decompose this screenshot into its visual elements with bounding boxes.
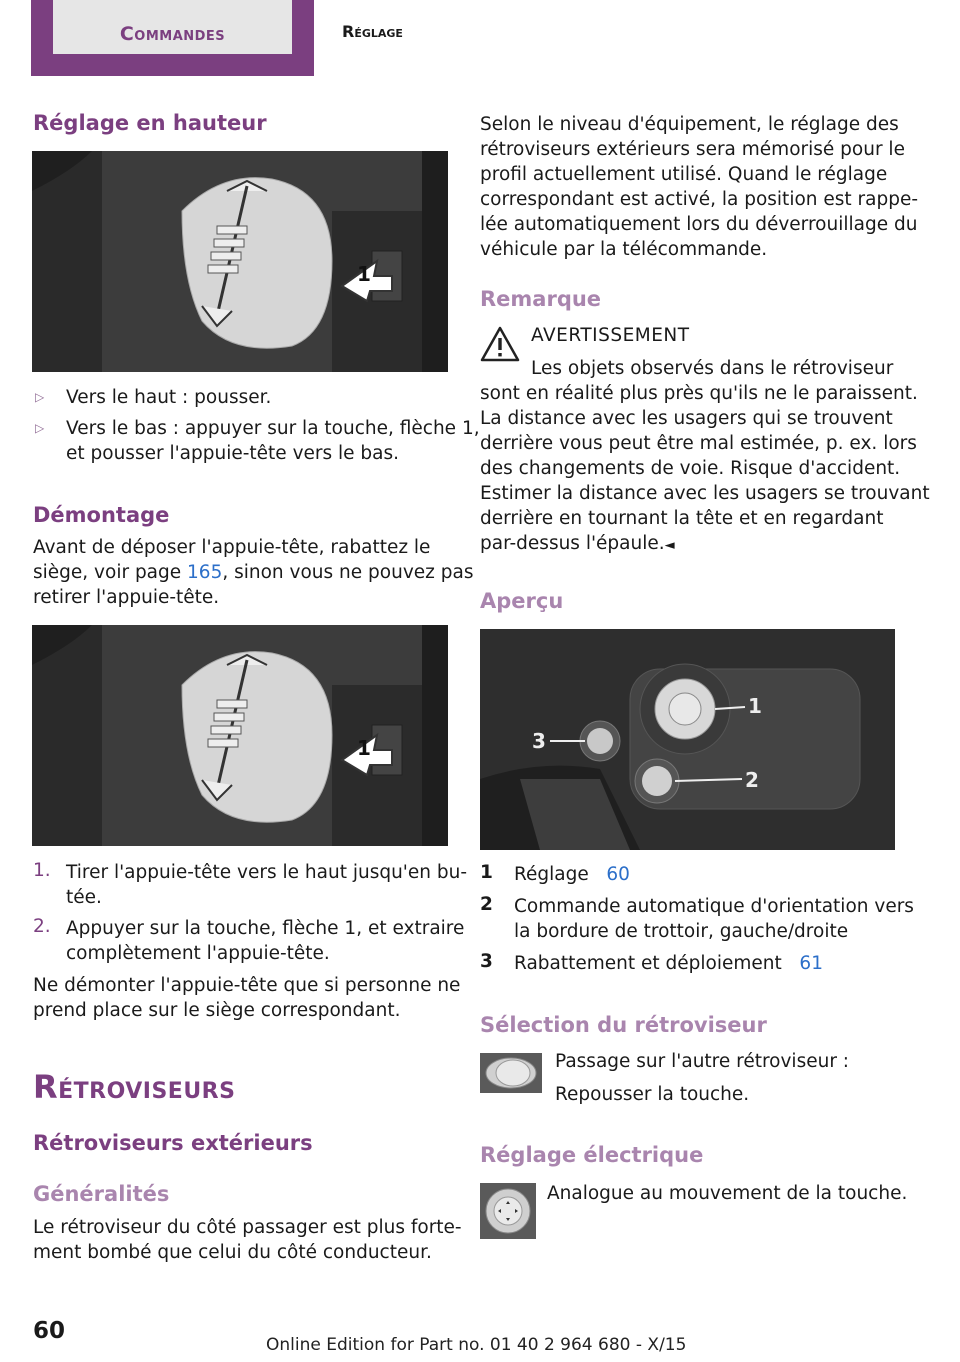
headrest-photo-1 bbox=[32, 151, 448, 372]
demontage-text-1: Avant de déposer l'appuie-tête, rabattez le bbox=[33, 537, 431, 558]
step-2-text: Appuyer sur la touche, flèche 1, et extraire bbox=[66, 918, 465, 939]
photo-label-1: 1 bbox=[357, 262, 371, 286]
heading-retroviseurs: Rétroviseurs bbox=[33, 1068, 236, 1106]
heading-selection-retroviseur: Sélection du rétroviseur bbox=[480, 1013, 767, 1037]
legend-2-text: Commande automatique d'orientation vers bbox=[514, 896, 914, 917]
warning-text-2: sont en réalité plus près qu'ils ne le paraissent. bbox=[480, 383, 918, 404]
memo-text-4: correspondant est activé, la position est rappe- bbox=[480, 189, 919, 210]
warning-text-1: Les objets observés dans le rétroviseur bbox=[531, 358, 894, 379]
bullet-icon: ▷ bbox=[35, 390, 45, 404]
legend-3-text: Rabattement et déploiement 61 bbox=[514, 953, 823, 974]
warning-text-3: La distance avec les usagers qui se trouvent bbox=[480, 408, 893, 429]
section-tab[interactable]: Réglage bbox=[342, 22, 403, 41]
chapter-tab[interactable] bbox=[31, 0, 314, 76]
memo-text-1: Selon le niveau d'équipement, le réglage des bbox=[480, 114, 899, 135]
bullet-down-cont: et pousser l'appuie-tête vers le bas. bbox=[66, 443, 400, 464]
step-1-text-cont: tée. bbox=[66, 887, 102, 908]
heading-retroviseurs-exterieurs: Rétroviseurs extérieurs bbox=[33, 1131, 313, 1155]
step-1-text: Tirer l'appuie-tête vers le haut jusqu'en bu- bbox=[66, 862, 468, 883]
selection-text-1: Passage sur l'autre rétroviseur : bbox=[555, 1051, 850, 1072]
warning-text-8: par-dessus l'épaule.◄ bbox=[480, 533, 675, 554]
legend-2-text-cont: la bordure de trottoir, gauche/droite bbox=[514, 921, 849, 942]
edition-footer: Online Edition for Part no. 01 40 2 964 680 - X/15 bbox=[266, 1335, 687, 1355]
demontage-text-2: siège, voir page 165, sinon vous ne pouvez pas bbox=[33, 562, 474, 583]
page-link-60[interactable]: 60 bbox=[606, 864, 630, 885]
chapter-tab-label: Commandes bbox=[53, 0, 292, 54]
bullet-up: Vers le haut : pousser. bbox=[66, 387, 272, 408]
mirror-joystick-icon bbox=[480, 1183, 536, 1243]
warning-text-5: des changements de voie. Risque d'accident. bbox=[480, 458, 901, 479]
bullet-down: Vers le bas : appuyer sur la touche, flèche 1, bbox=[66, 418, 480, 439]
heading-apercu: Aperçu bbox=[480, 589, 564, 613]
legend-1-text: Réglage 60 bbox=[514, 864, 630, 885]
legend-number: 2 bbox=[480, 894, 493, 915]
generalites-text-2: ment bombé que celui du côté conducteur. bbox=[33, 1242, 432, 1263]
photo-label-1: 1 bbox=[357, 736, 371, 760]
photo-label-2: 2 bbox=[745, 768, 759, 792]
step-2-text-cont: complètement l'appuie-tête. bbox=[66, 943, 330, 964]
heading-generalites: Généralités bbox=[33, 1182, 170, 1206]
heading-remarque: Remarque bbox=[480, 287, 602, 311]
photo-label-1: 1 bbox=[748, 694, 762, 718]
heading-reglage-hauteur: Réglage en hauteur bbox=[33, 111, 267, 135]
end-mark-icon: ◄ bbox=[664, 538, 675, 553]
warning-text-4: derrière vous peut être mal estimée, p. ex. lors bbox=[480, 433, 917, 454]
page-number: 60 bbox=[33, 1318, 66, 1344]
mirror-control-photo bbox=[480, 629, 895, 850]
generalites-text-1: Le rétroviseur du côté passager est plus forte- bbox=[33, 1217, 462, 1238]
headrest-photo-2 bbox=[32, 625, 448, 846]
step-number: 2. bbox=[33, 916, 51, 937]
page-link-165[interactable]: 165 bbox=[187, 562, 223, 583]
memo-text-2: rétroviseurs extérieurs sera mémorisé pour le bbox=[480, 139, 905, 160]
electrique-text: Analogue au mouvement de la touche. bbox=[547, 1183, 908, 1204]
note-text-2: prend place sur le siège correspondant. bbox=[33, 1000, 401, 1021]
mirror-switch-icon bbox=[480, 1053, 542, 1097]
memo-text-6: véhicule par la télécommande. bbox=[480, 239, 768, 260]
legend-number: 3 bbox=[480, 951, 493, 972]
warning-text-6: Estimer la distance avec les usagers se trouvant bbox=[480, 483, 930, 504]
demontage-text-3: retirer l'appuie-tête. bbox=[33, 587, 220, 608]
warning-text-7: derrière en tournant la tête et en regardant bbox=[480, 508, 884, 529]
heading-reglage-electrique: Réglage électrique bbox=[480, 1143, 704, 1167]
step-number: 1. bbox=[33, 860, 51, 881]
warning-icon bbox=[480, 326, 520, 366]
photo-label-3: 3 bbox=[532, 729, 546, 753]
legend-number: 1 bbox=[480, 862, 493, 883]
bullet-icon: ▷ bbox=[35, 421, 45, 435]
warning-title: AVERTISSEMENT bbox=[531, 325, 690, 346]
page-link-61[interactable]: 61 bbox=[799, 953, 823, 974]
selection-text-2: Repousser la touche. bbox=[555, 1084, 750, 1105]
note-text-1: Ne démonter l'appuie-tête que si personne ne bbox=[33, 975, 461, 996]
heading-demontage: Démontage bbox=[33, 503, 170, 527]
memo-text-5: lée automatiquement lors du déverrouillage du bbox=[480, 214, 918, 235]
memo-text-3: profil actuellement utilisé. Quand le réglage bbox=[480, 164, 888, 185]
